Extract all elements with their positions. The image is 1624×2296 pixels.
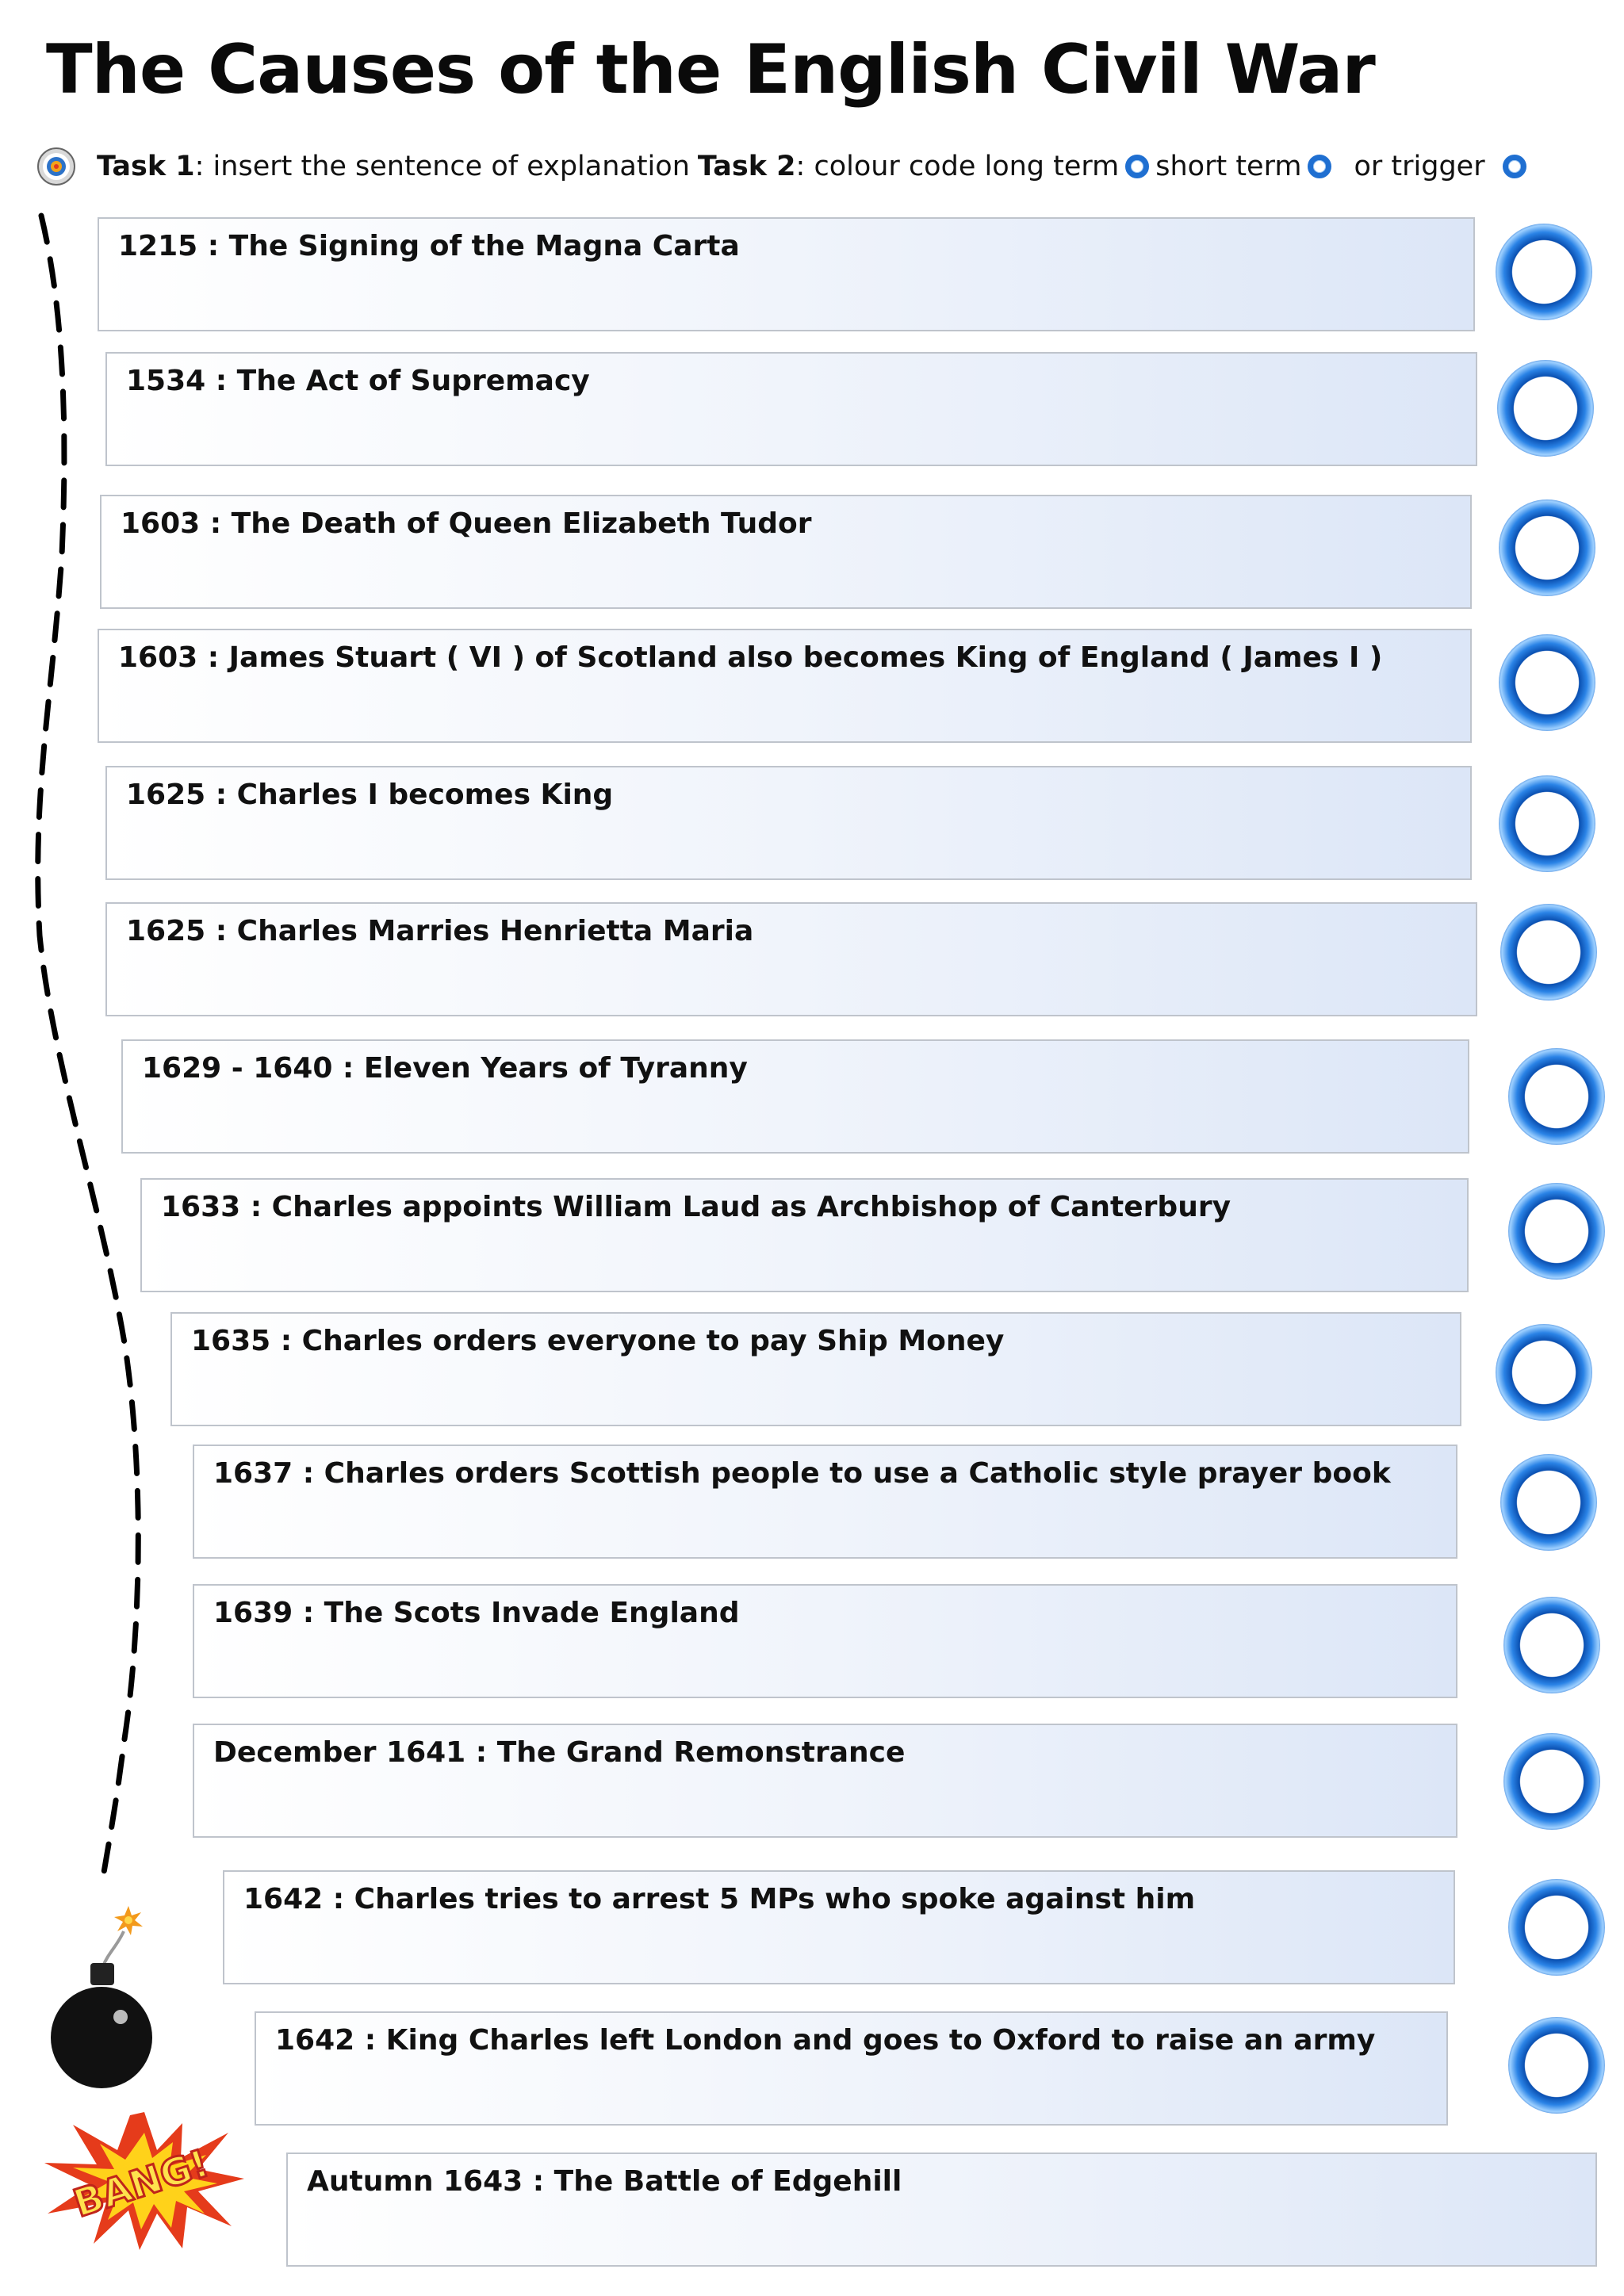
event-box[interactable] (105, 352, 1477, 466)
ring-icon[interactable] (1499, 634, 1595, 731)
ring-icon[interactable] (1508, 2017, 1605, 2114)
event-box[interactable] (98, 629, 1472, 743)
ring-icon[interactable] (1508, 1879, 1605, 1976)
bang-explosion-icon (41, 2109, 247, 2252)
event-label: 1635 : Charles orders everyone to pay Ship Money (191, 1325, 1005, 1357)
short-term-ring-icon[interactable] (1308, 155, 1331, 178)
event-label: 1633 : Charles appoints William Laud as Archbishop of Canterbury (161, 1191, 1231, 1223)
task1-label: Task 1 (97, 151, 195, 182)
task1-text: : insert the sentence of explanation (194, 151, 690, 182)
ring-icon[interactable] (1500, 904, 1597, 1001)
event-box[interactable] (223, 1870, 1455, 1984)
event-label: 1625 : Charles Marries Henrietta Maria (126, 915, 754, 947)
event-label: 1642 : King Charles left London and goes to Oxford to raise an army (275, 2024, 1376, 2057)
event-box[interactable] (105, 766, 1472, 880)
long-term-ring-icon[interactable] (1125, 155, 1149, 178)
event-box[interactable] (121, 1039, 1469, 1154)
instructions (36, 143, 1607, 190)
bomb-icon (41, 1901, 168, 2091)
event-box[interactable] (98, 217, 1475, 331)
event-box[interactable] (170, 1312, 1461, 1426)
ring-icon[interactable] (1497, 360, 1594, 457)
ring-icon[interactable] (1496, 1324, 1592, 1421)
ring-icon[interactable] (1499, 775, 1595, 872)
event-label: 1534 : The Act of Supremacy (126, 365, 590, 397)
event-label: 1639 : The Scots Invade England (213, 1597, 740, 1629)
event-label: December 1641 : The Grand Remonstrance (213, 1736, 906, 1769)
ring-icon[interactable] (1496, 224, 1592, 320)
event-box[interactable] (286, 2152, 1597, 2267)
ring-icon[interactable] (1508, 1048, 1605, 1145)
trigger-ring-icon[interactable] (1503, 155, 1526, 178)
event-box[interactable] (193, 1584, 1457, 1698)
event-label: 1625 : Charles I becomes King (126, 779, 614, 811)
task2-label: Task 2 (697, 151, 796, 182)
event-label: 1629 - 1640 : Eleven Years of Tyranny (142, 1052, 748, 1085)
event-label: 1642 : Charles tries to arrest 5 MPs who spoke against him (243, 1883, 1196, 1915)
page-title: The Causes of the English Civil War (46, 30, 1375, 109)
short-term-label: short term (1155, 151, 1302, 182)
event-label: Autumn 1643 : The Battle of Edgehill (307, 2165, 902, 2198)
event-box[interactable] (193, 1724, 1457, 1838)
event-label: 1215 : The Signing of the Magna Carta (118, 230, 740, 262)
ring-icon[interactable] (1499, 499, 1595, 596)
ring-icon[interactable] (1508, 1183, 1605, 1280)
bang-text: BANG! (68, 2141, 215, 2226)
event-label: 1603 : The Death of Queen Elizabeth Tudor (121, 507, 812, 540)
task2-text: : colour code long term (795, 151, 1120, 182)
event-box[interactable] (140, 1178, 1469, 1292)
ring-icon[interactable] (1500, 1454, 1597, 1551)
event-box[interactable] (193, 1445, 1457, 1559)
event-box[interactable] (100, 495, 1472, 609)
event-box[interactable] (105, 902, 1477, 1016)
ring-icon[interactable] (1503, 1733, 1600, 1830)
event-label: 1603 : James Stuart ( VI ) of Scotland also becomes King of England ( James I ) (118, 641, 1383, 674)
trigger-label: or trigger (1354, 151, 1485, 182)
event-box[interactable] (255, 2011, 1448, 2126)
event-label: 1637 : Charles orders Scottish people to use a Catholic style prayer book (213, 1457, 1391, 1490)
ring-icon[interactable] (1503, 1597, 1600, 1693)
